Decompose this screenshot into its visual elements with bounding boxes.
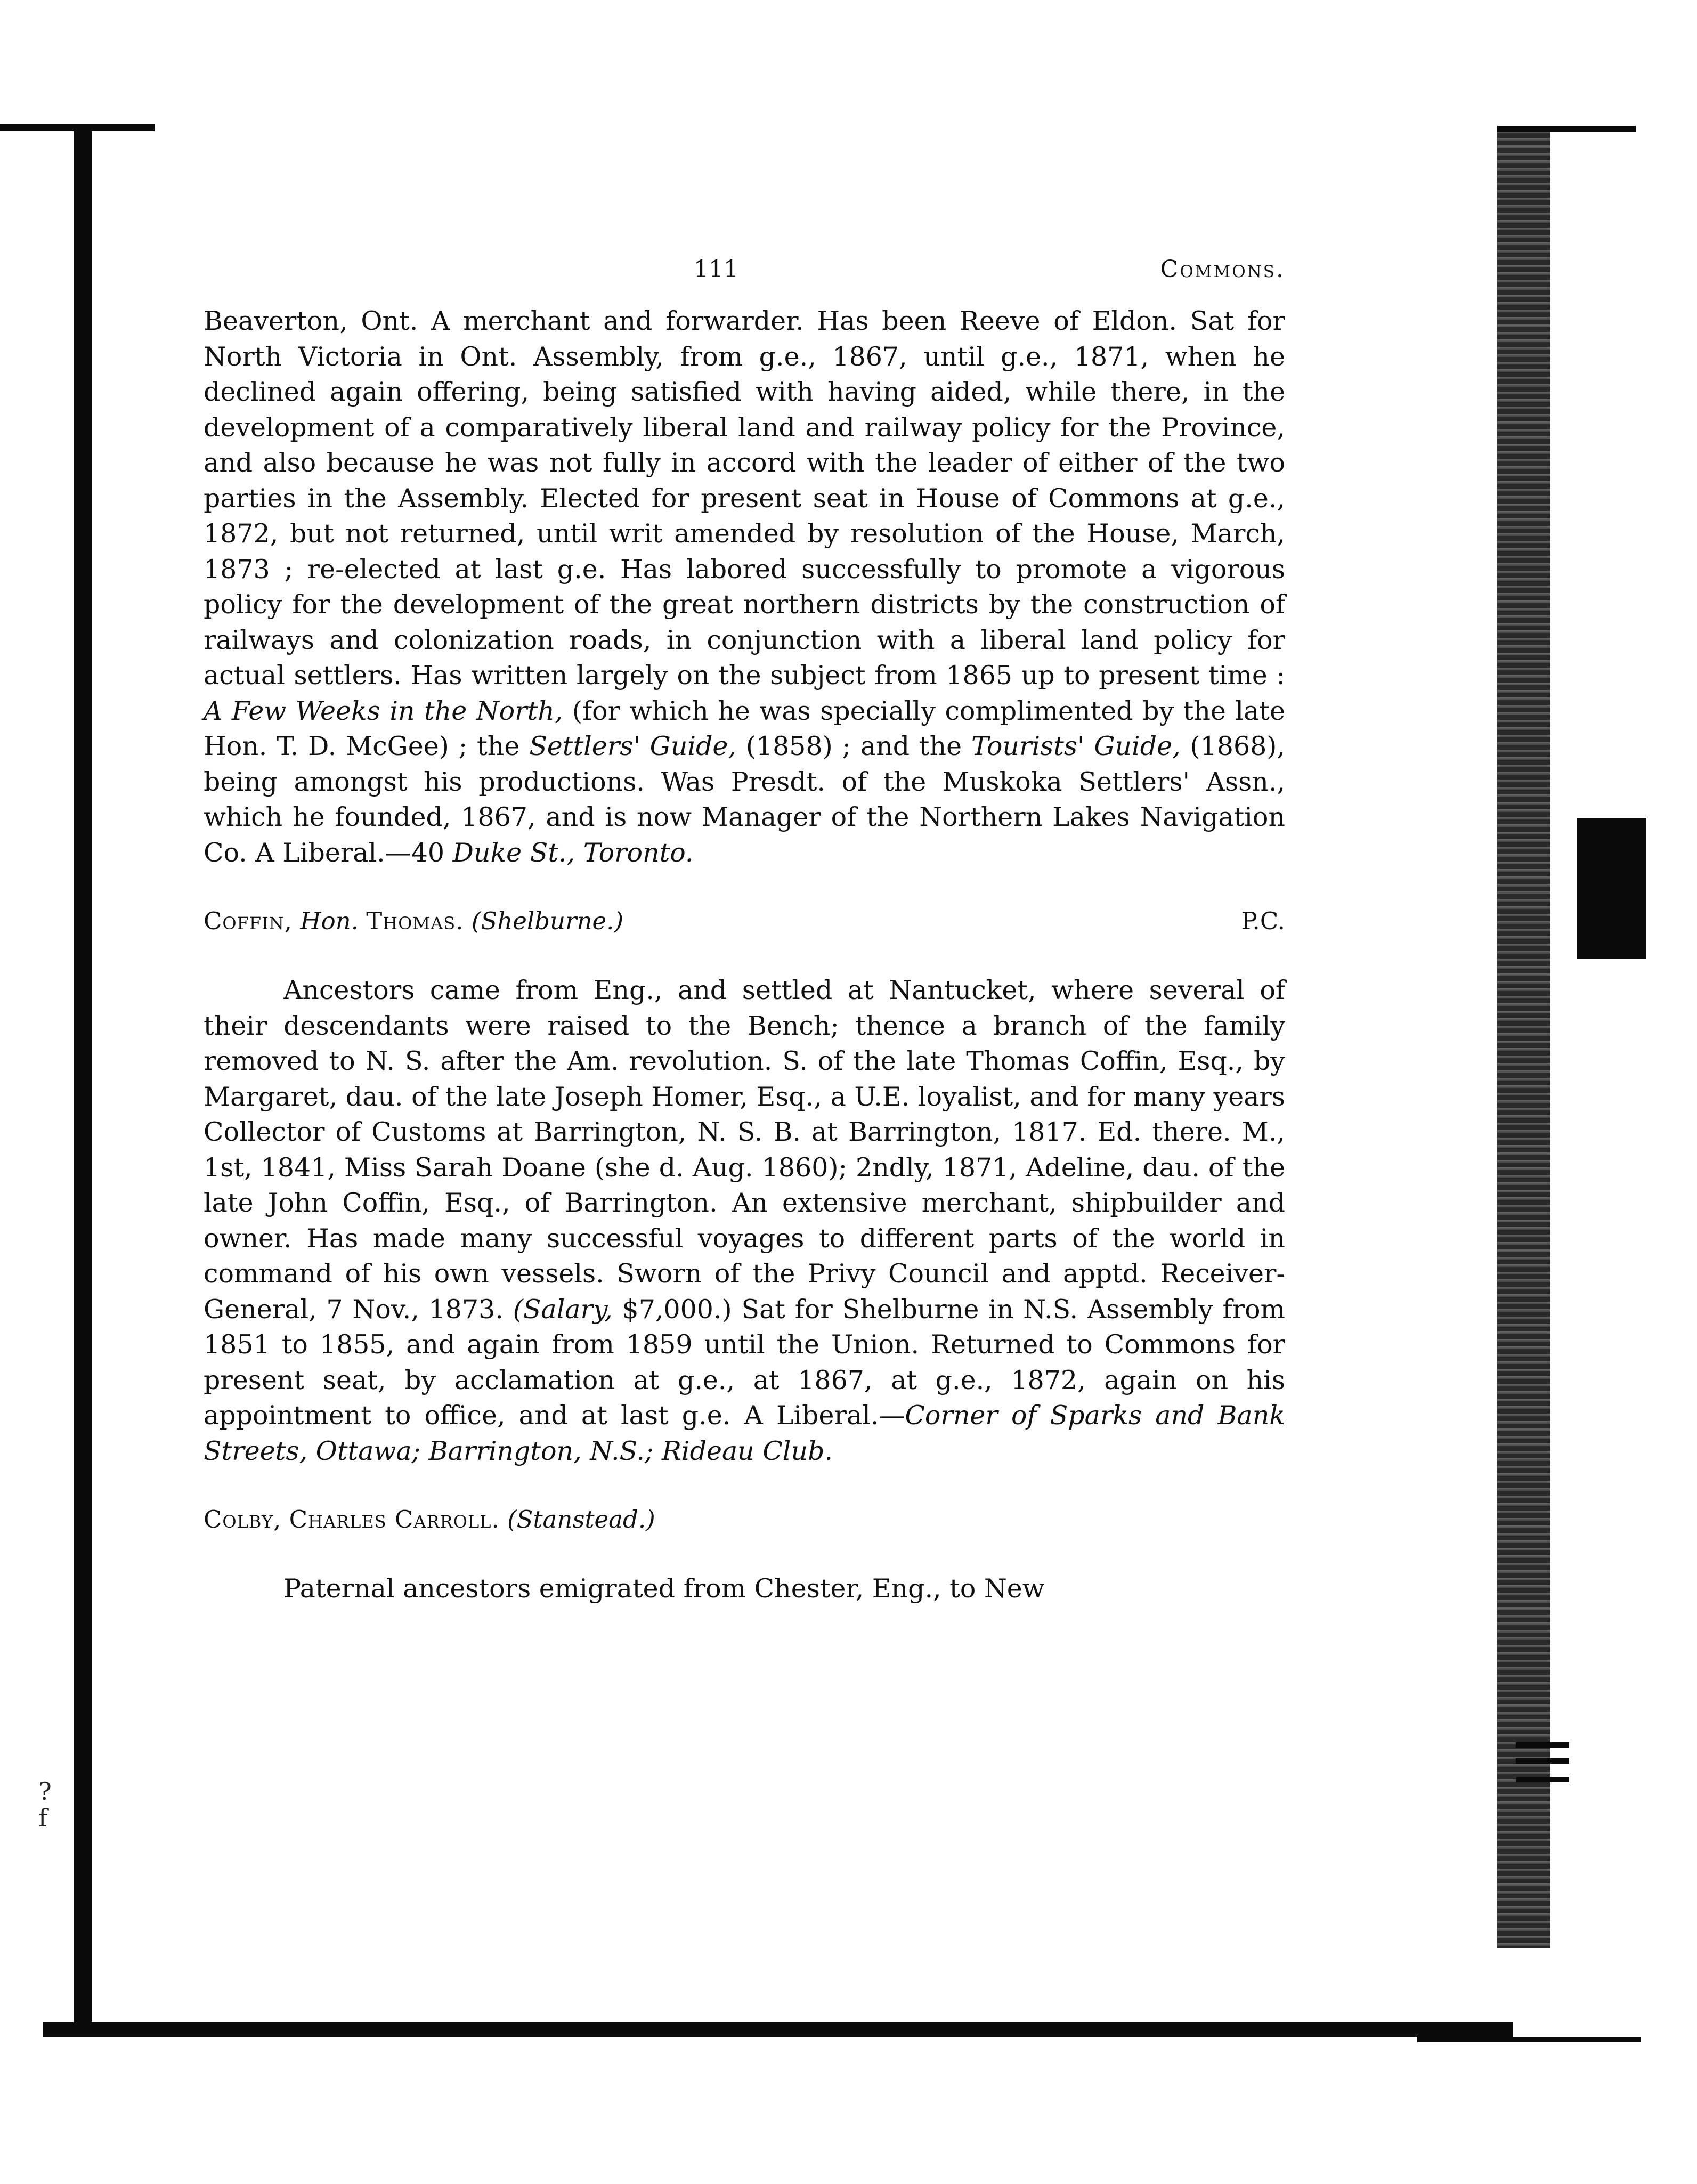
margin-mark-f: f — [38, 1804, 48, 1832]
address: Corner of Sparks and Bank Streets, Ottawa; Barrington, N.S.; Rideau Club. — [204, 1400, 1285, 1466]
entry-text-colby: Paternal ancestors emigrated from Chester, Eng., to New — [283, 1573, 1045, 1604]
page-body — [204, 256, 1285, 1607]
entry-given-name: Charles Carroll. — [289, 1505, 500, 1533]
page-number: 111 — [694, 256, 738, 283]
section-title: Commons. — [1160, 256, 1285, 283]
entry-honorific: Hon. — [300, 907, 359, 935]
entry-text-coffin: Ancestors came from Eng., and settled at Nantucket, where several of their descendants were raised to the Bench; thence a branch of the family removed to N. S. after the Am. revolution. S. of the late Thomas Coffin, Esq., by Margaret, dau. of the late Joseph Homer, Esq., a U.E. loyalist, and for many years Collector of Customs at Barrington, N. S. B. at Barrington, 1817. Ed. there. M., 1st, 1841, Miss Sarah Doane (she d. Aug. 1860); 2ndly, 1871, Adeline, dau. of the late John Coffin, Esq., of Barrington. An extensive merchant, shipbuilder and owner. Has made many successful voyages to different parts of the world in command of his own vessels. Sworn of the Privy Council and apptd. Receiver-General, 7 Nov., 1873. (Salary, $7,000.) Sat for Shelburne in N.S. Assembly from 1851 to 1855, and again from 1859 until the Union. Returned to Commons for present seat, by acclamation at g.e., at 1867, at g.e., 1872, again on his appointment to office, and at last g.e. A Liberal.—Corner of Sparks and Bank Streets, Ottawa; Barrington, N.S.; Rideau Club. — [204, 975, 1286, 1466]
right-tab-block — [1577, 818, 1646, 959]
book-title: A Few Weeks in the North, — [204, 695, 563, 726]
entry-constituency: (Stanstead.) — [507, 1505, 655, 1533]
entry-post: P.C. — [1241, 907, 1285, 935]
book-title: Settlers' Guide, — [529, 731, 736, 761]
entry-constituency: (Shelburne.) — [471, 907, 624, 935]
right-edge-shadow — [1497, 126, 1550, 1948]
running-head — [204, 256, 1285, 304]
entry-surname: Coffin, — [204, 907, 293, 935]
entry-heading-coffin — [204, 904, 1285, 939]
book-title: Tourists' Guide, — [971, 731, 1181, 761]
entry-heading-colby — [204, 1502, 1285, 1537]
right-lower-rules-2 — [1516, 1758, 1569, 1764]
margin-mark-q: ? — [38, 1777, 52, 1806]
right-lower-rules — [1516, 1742, 1569, 1748]
bottom-edge-shadow — [43, 2022, 1513, 2037]
right-top-edge-line — [1497, 126, 1636, 132]
address: Duke St., Toronto. — [452, 837, 694, 868]
right-lower-rules-3 — [1516, 1777, 1569, 1782]
top-left-edge-line — [0, 124, 155, 131]
entry-continuation-text: Beaverton, Ont. A merchant and forwarder. Has been Reeve of Eldon. Sat for North Victoria in Ont. Assembly, from g.e., 1867, until g.e., 1871, when he declined again offering, being satisfied with having aided, while there, in the development of a comparatively liberal land and railway policy for the Province, and also because he was not fully in accord with the leader of either of the two parties in the Assembly. Elected for present seat in House of Commons at g.e., 1872, but not returned, until writ amended by resolution of the House, March, 1873 ; re-elected at last g.e. Has labored successfully to promote a vigorous policy for the development of the great northern districts by the construction of railways and colonization roads, in conjunction with a liberal land policy for actual settlers. Has written largely on the subject from 1865 up to present time : A Few Weeks in the North, (for which he was specially complimented by the late Hon. T. D. McGee) ; the Settlers' Guide, (1858) ; and the Tourists' Guide, (1868), being amongst his productions. Was Presdt. of the Muskoka Settlers' Assn., which he founded, 1867, and is now Manager of the Northern Lakes Navigation Co. A Liberal.—40 Duke St., Toronto. — [204, 306, 1286, 868]
bottom-right-edge-line — [1417, 2037, 1641, 2042]
left-edge-shadow — [74, 124, 92, 2026]
entry-given-name: Thomas. — [366, 907, 464, 935]
entry-surname: Colby, — [204, 1505, 282, 1533]
